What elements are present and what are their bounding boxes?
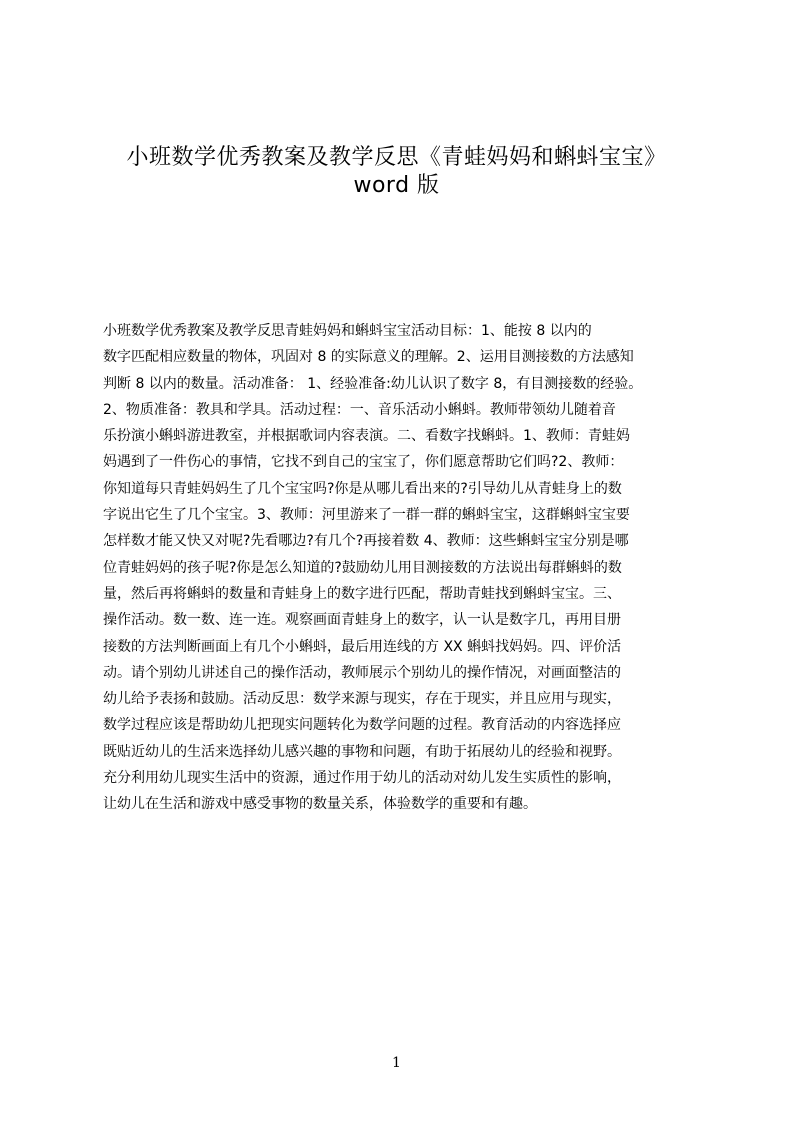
body-line: 动。请个别幼儿讲述自己的操作活动，教师展示个别幼儿的操作情况，对画面整洁的 <box>103 664 621 681</box>
body-line: 量，然后再将蝌蚪的数量和青蛙身上的数字进行匹配，帮助青蛙找到蝌蚪宝宝。三、 <box>103 585 621 602</box>
body-line: 数字匹配相应数量的物体，巩固对 8 的实际意义的理解。2、运用目测接数的方法感知 <box>103 349 634 366</box>
body-line: 充分利用幼儿现实生活中的资源，通过作用于幼儿的活动对幼儿发生实质性的影响， <box>103 770 621 787</box>
body-line: 数学过程应该是帮助幼儿把现实问题转化为数学问题的过程。教育活动的内容选择应 <box>103 717 621 734</box>
document-title <box>0 144 793 200</box>
page-number: 1 <box>392 1055 401 1071</box>
body-line: 怎样数才能又快又对呢?先看哪边?有几个?再接着数 4、教师：这些蝌蚪宝宝分别是哪 <box>103 533 629 550</box>
body-line: 判断 8 以内的数量。活动准备： 1、经验准备:幼儿认识了数字 8，有目测接数的经验。 <box>103 375 643 392</box>
body-line: 位青蛙妈妈的孩子呢?你是怎么知道的?鼓励幼儿用目测接数的方法说出每群蝌蚪的数 <box>103 559 622 576</box>
body-paragraph <box>103 318 698 818</box>
body-line: 妈遇到了一件伤心的事情，它找不到自己的宝宝了，你们愿意帮助它们吗?2、教师： <box>103 454 624 471</box>
body-line: 操作活动。数一数、连一连。观察画面青蛙身上的数字，认一认是数字几，再用目册 <box>103 612 621 629</box>
title-line-1: 小班数学优秀教案及教学反思《青蛙妈妈和蝌蚪宝宝》 <box>126 145 667 170</box>
body-line: 你知道每只青蛙妈妈生了几个宝宝吗?你是从哪儿看出来的?引导幼儿从青蛙身上的数 <box>103 480 622 497</box>
body-line: 字说出它生了几个宝宝。3、教师：河里游来了一群一群的蝌蚪宝宝，这群蝌蚪宝宝要 <box>103 507 630 524</box>
body-line: 小班数学优秀教案及教学反思青蛙妈妈和蝌蚪宝宝活动目标：1、能按 8 以内的 <box>103 323 592 339</box>
body-line: 既贴近幼儿的生活来选择幼儿感兴趣的事物和问题，有助于拓展幼儿的经验和视野。 <box>103 743 621 760</box>
body-line: 幼儿给予表扬和鼓励。活动反思：数学来源与现实，存在于现实，并且应用与现实， <box>103 691 621 708</box>
title-line-2: word 版 <box>353 173 440 198</box>
body-line: 乐扮演小蝌蚪游进教室，并根据歌词内容表演。二、看数字找蝌蚪。1、教师：青蛙妈 <box>103 428 630 445</box>
body-line: 让幼儿在生活和游戏中感受事物的数量关系，体验数学的重要和有趣。 <box>103 796 537 813</box>
body-line: 2、物质准备：教具和学具。活动过程：一、音乐活动小蝌蚪。教师带领幼儿随着音 <box>103 401 616 418</box>
body-line: 接数的方法判断画面上有几个小蝌蚪，最后用连线的方 XX 蝌蚪找妈妈。四、评价活 <box>103 638 622 655</box>
